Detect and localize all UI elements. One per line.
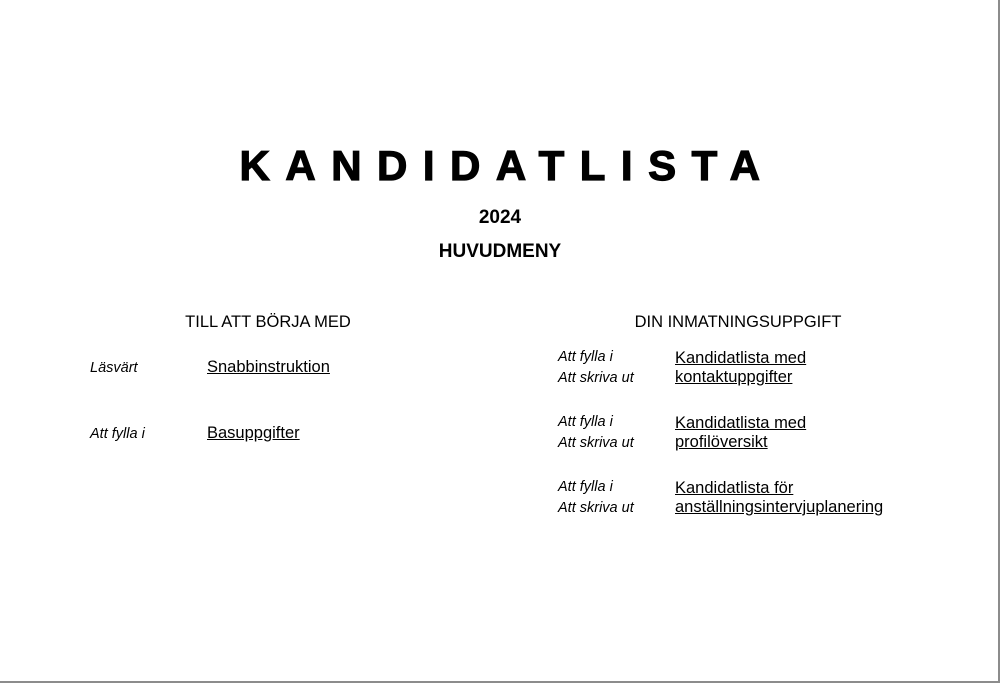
year: 2024 bbox=[478, 207, 522, 228]
link-line: Kandidatlista med bbox=[675, 349, 807, 367]
link-line: kontaktuppgifter bbox=[675, 368, 793, 386]
item-label: Att fylla i bbox=[558, 414, 613, 430]
item-label: Läsvärt bbox=[90, 360, 138, 376]
item-label: Att fylla i bbox=[90, 426, 145, 442]
item-label: Att skriva ut bbox=[558, 500, 634, 516]
link-line: profilöversikt bbox=[675, 433, 768, 451]
right-section-heading: DIN INMATNINGSUPPGIFT bbox=[634, 313, 842, 331]
link-intervjuplanering[interactable] bbox=[675, 479, 883, 517]
item-label: Att skriva ut bbox=[558, 435, 634, 451]
left-section-heading: TILL ATT BÖRJA MED bbox=[185, 313, 351, 331]
link-line: anställningsintervjuplanering bbox=[675, 498, 884, 516]
item-label: Att skriva ut bbox=[558, 370, 634, 386]
link-snabbinstruktion[interactable]: Snabbinstruktion bbox=[207, 358, 330, 376]
main-menu-heading: HUVUDMENY bbox=[438, 241, 562, 262]
page-title: KANDIDATLISTA bbox=[239, 142, 776, 189]
link-kontaktuppgifter[interactable] bbox=[675, 349, 806, 387]
item-label: Att fylla i bbox=[558, 349, 613, 365]
link-basuppgifter[interactable]: Basuppgifter bbox=[207, 424, 300, 442]
link-line: Kandidatlista för bbox=[675, 479, 794, 497]
item-label: Att fylla i bbox=[558, 479, 613, 495]
link-profiloversikt[interactable] bbox=[675, 414, 806, 452]
link-line: Kandidatlista med bbox=[675, 414, 807, 432]
